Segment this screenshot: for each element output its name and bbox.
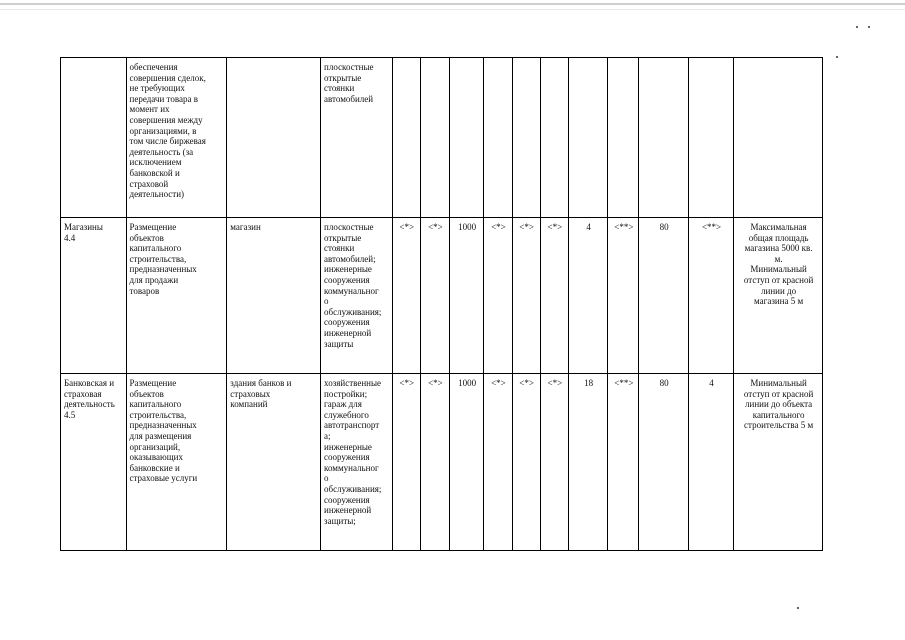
scan-edge-line-faint [0, 9, 905, 10]
use-type-name-cell: Банковская и страховая деятельность 4.5 [61, 374, 127, 551]
param-cell [420, 58, 449, 218]
param-cell: <*> [392, 218, 420, 374]
param-cell [688, 58, 733, 218]
param-cell [639, 58, 688, 218]
use-description-cell: обеспечения совершения сделок, не требующих передачи товара в момент их совершения между организациями, в том числе биржевая деятельность (за исключением банковской и страховой деятельности) [126, 58, 227, 218]
scan-speck [856, 26, 858, 28]
table-row [61, 58, 823, 218]
param-cell [568, 58, 607, 218]
param-cell: <*> [512, 218, 540, 374]
param-cell [392, 58, 420, 218]
land-use-regulations-table [60, 57, 823, 551]
scan-speck [868, 26, 870, 28]
param-cell: <**> [608, 218, 639, 374]
scan-speck [836, 56, 838, 58]
auxiliary-use-cell: плоскостные открытые стоянки автомобилей [321, 58, 393, 218]
auxiliary-use-cell: плоскостные открытые стоянки автомобилей; инженерные сооружения коммунальног о обслуживания; сооружения инженерной защиты [321, 218, 393, 374]
param-cell: <*> [420, 218, 449, 374]
param-cell: 18 [568, 374, 607, 551]
param-cell: 1000 [450, 374, 484, 551]
note-cell: Минимальный отступ от красной линии до объекта капитального строительства 5 м [734, 374, 823, 551]
param-cell [608, 58, 639, 218]
table-row [61, 374, 823, 551]
param-cell: 4 [568, 218, 607, 374]
permitted-buildings-cell: здания банков и страховых компаний [227, 374, 321, 551]
param-cell: <*> [540, 374, 568, 551]
param-cell: 80 [639, 374, 688, 551]
param-cell: <**> [608, 374, 639, 551]
scan-edge-line [0, 3, 905, 5]
param-cell: <*> [512, 374, 540, 551]
use-type-name-cell [61, 58, 127, 218]
permitted-buildings-cell [227, 58, 321, 218]
permitted-buildings-cell: магазин [227, 218, 321, 374]
param-cell: 4 [688, 374, 733, 551]
param-cell: <**> [688, 218, 733, 374]
use-type-name-cell: Магазины 4.4 [61, 218, 127, 374]
param-cell: <*> [392, 374, 420, 551]
param-cell: <*> [484, 374, 512, 551]
param-cell: 1000 [450, 218, 484, 374]
param-cell [450, 58, 484, 218]
table-row [61, 218, 823, 374]
param-cell [540, 58, 568, 218]
scan-speck [797, 607, 799, 609]
param-cell: <*> [540, 218, 568, 374]
use-description-cell: Размещение объектов капитального строительства, предназначенных для размещения организаций, оказывающих банковские и страховые услуги [126, 374, 227, 551]
param-cell: <*> [484, 218, 512, 374]
auxiliary-use-cell: хозяйственные постройки; гараж для служебного автотранспорт а; инженерные сооружения коммунальног о обслуживания; сооружения инженерной защиты; [321, 374, 393, 551]
use-description-cell: Размещение объектов капитального строительства, предназначенных для продажи товаров [126, 218, 227, 374]
param-cell [512, 58, 540, 218]
param-cell: <*> [420, 374, 449, 551]
note-cell: Максимальная общая площадь магазина 5000 кв. м. Минимальный отступ от красной линии до магазина 5 м [734, 218, 823, 374]
param-cell [484, 58, 512, 218]
note-cell [734, 58, 823, 218]
param-cell: 80 [639, 218, 688, 374]
